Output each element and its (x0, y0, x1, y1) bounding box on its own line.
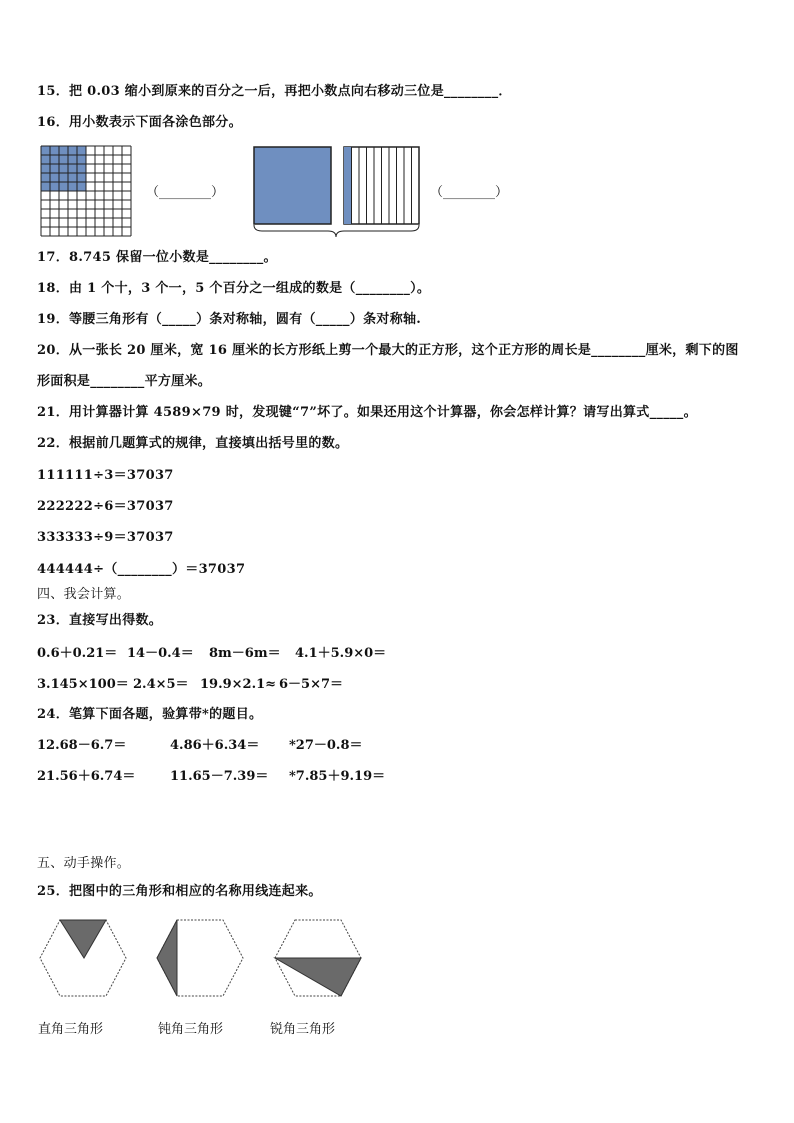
full-shaded-square (254, 147, 331, 224)
question-16: 16．用小数表示下面各涂色部分。 (37, 115, 242, 130)
calc-item: 3.145×100＝ (37, 677, 129, 692)
calc-item: *27－0.8＝ (289, 738, 363, 753)
question-19: 19．等腰三角形有（_____）条对称轴，圆有（_____）条对称轴. (37, 312, 422, 327)
question-17: 17．8.745 保留一位小数是________。 (37, 250, 277, 265)
question-22: 22．根据前几题算式的规律，直接填出括号里的数。 (37, 436, 349, 451)
calc-item: 12.68－6.7＝ (37, 738, 127, 753)
label-right-triangle: 直角三角形 (38, 1022, 104, 1037)
question-20-line2: 形面积是________平方厘米。 (37, 374, 212, 389)
calc-item: 11.65－7.39＝ (170, 769, 269, 784)
question-21: 21．用计算器计算 4589×79 时，发现键“7”坏了。如果还用这个计算器，你会怎样计算？请写出算式_____。 (37, 405, 697, 420)
label-obtuse-triangle: 钝角三角形 (158, 1022, 224, 1037)
calc-item: 14－0.4＝ (127, 646, 194, 661)
section-5-title: 五、动手操作。 (37, 856, 131, 871)
calc-item: *7.85＋9.19＝ (289, 769, 386, 784)
hexagon-figure-1 (38, 918, 128, 998)
question-18: 18．由 1 个十，3 个一，5 个百分之一组成的数是（________）。 (37, 281, 431, 296)
calc-item: 2.4×5＝ (133, 677, 189, 692)
calc-item: 4.86＋6.34＝ (170, 738, 260, 753)
hexagon-figure-3 (273, 918, 363, 998)
grid-figure (40, 145, 132, 237)
answer-blank-2[interactable]: （________） (430, 185, 509, 200)
grid-shaded-area (41, 146, 86, 191)
hexagon-figure-2 (155, 918, 245, 998)
calc-item: 8m－6m＝ (209, 646, 281, 661)
question-24: 24．笔算下面各题，验算带*的题目。 (37, 707, 263, 722)
question-23: 23．直接写出得数。 (37, 613, 163, 628)
calc-item: 19.9×2.1≈ (200, 677, 277, 692)
calc-item: 0.6＋0.21＝ (37, 646, 118, 661)
calc-item: 6－5×7＝ (279, 677, 344, 692)
question-15: 15．把 0.03 缩小到原来的百分之一后，再把小数点向右移动三位是________． (37, 84, 512, 99)
equation-4: 444444÷（________）＝37037 (37, 562, 246, 577)
decimal-figure (252, 145, 422, 237)
triangle-shape-2 (157, 920, 177, 996)
equation-2: 222222÷6＝37037 (37, 499, 174, 514)
equation-1: 111111÷3＝37037 (37, 468, 174, 483)
label-acute-triangle: 锐角三角形 (270, 1022, 336, 1037)
question-25: 25．把图中的三角形和相应的名称用线连起来。 (37, 884, 322, 899)
calc-item: 21.56＋6.74＝ (37, 769, 136, 784)
calc-item: 4.1＋5.9×0＝ (295, 646, 387, 661)
section-4-title: 四、我会计算。 (37, 587, 131, 602)
answer-blank-1[interactable]: （________） (146, 185, 225, 200)
brace (254, 225, 419, 237)
equation-3: 333333÷9＝37037 (37, 530, 174, 545)
tenths-shaded-strip (344, 147, 352, 224)
question-20-line1: 20．从一张长 20 厘米，宽 16 厘米的长方形纸上剪一个最大的正方形，这个正方形的周长是________厘米，剩下的图 (37, 343, 739, 358)
